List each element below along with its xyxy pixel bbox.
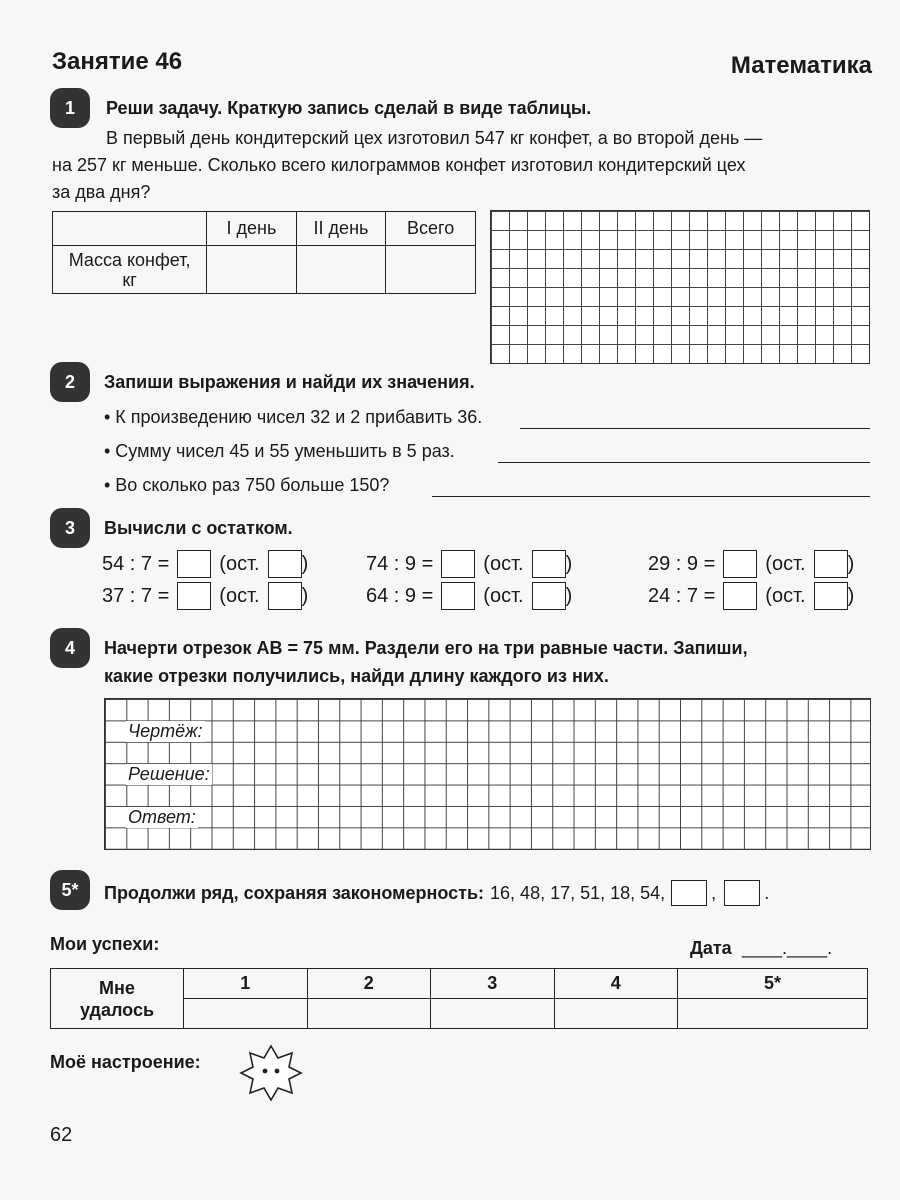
task-3-expr-3-ost: (ост.	[765, 552, 806, 575]
task-2-item-1: • К произведению чисел 32 и 2 прибавить 36.	[104, 407, 483, 427]
task-4-label-solution: Решение:	[128, 764, 210, 784]
task-5-badge: 5*	[50, 870, 90, 910]
task-3-expr-1-text: 54 : 7 =	[102, 552, 170, 575]
success-col-1: 1	[184, 969, 308, 999]
task-1-row-label	[53, 246, 207, 294]
task-2-item-3: • Во сколько раз 750 больше 150?	[104, 475, 390, 495]
success-cell-4[interactable]	[554, 999, 678, 1029]
task-3-expr-1-remainder-box[interactable]	[268, 550, 302, 578]
task-4-drawing-grid[interactable]	[104, 698, 871, 850]
success-row-label	[51, 969, 184, 1029]
task-3-expr-5-remainder-box[interactable]	[532, 582, 566, 610]
task-3-expr-5-text: 64 : 9 =	[366, 584, 434, 607]
success-cell-3[interactable]	[431, 999, 555, 1029]
task-3-heading: Вычисли с остатком.	[104, 518, 293, 538]
task-3-expr-2-close: )	[565, 552, 573, 575]
mood-star-face-icon[interactable]	[238, 1044, 304, 1102]
task-4-badge: 4	[50, 628, 90, 668]
task-1-header-total: Всего	[386, 212, 476, 246]
task-1-text-line3: за два дня?	[52, 182, 151, 202]
task-3-expr-3-close: )	[847, 552, 855, 575]
task-5-next-box-2[interactable]	[724, 880, 760, 906]
task-1-row-label-line2: кг	[122, 269, 137, 290]
success-row-label-line2: удалось	[79, 999, 155, 1020]
task-1-cell-day2[interactable]	[296, 246, 386, 294]
success-cell-2[interactable]	[307, 999, 431, 1029]
task-3-expr-4-text: 37 : 7 =	[102, 584, 170, 607]
task-5-comma: ,	[711, 882, 717, 903]
task-3-expr-1-quotient-box[interactable]	[177, 550, 211, 578]
task-4-label-drawing: Чертёж:	[128, 721, 203, 741]
task-3-expr-3-quotient-box[interactable]	[723, 550, 757, 578]
task-2-answer-line-1[interactable]	[520, 428, 870, 429]
task-3-expr-6-ost: (ост.	[765, 584, 806, 607]
task-2-badge: 2	[50, 362, 90, 402]
task-1-badge: 1	[50, 88, 90, 128]
task-3-expr-4	[102, 582, 308, 610]
task-1-header-day1: I день	[207, 212, 297, 246]
task-3-badge: 3	[50, 508, 90, 548]
task-3-expr-2	[366, 550, 572, 578]
task-3-expr-6-close: )	[847, 584, 855, 607]
mood-label: Моё настроение:	[50, 1052, 201, 1072]
task-3-expr-2-ost: (ост.	[483, 552, 524, 575]
task-3-expr-3-text: 29 : 9 =	[648, 552, 716, 575]
page-number: 62	[50, 1124, 73, 1146]
success-col-5: 5*	[678, 969, 868, 999]
task-4-heading-line2: какие отрезки получились, найди длину каждого из них.	[104, 666, 609, 686]
task-3-expr-6-quotient-box[interactable]	[723, 582, 757, 610]
task-3-expr-4-ost: (ост.	[219, 584, 260, 607]
task-3-expr-5-ost: (ост.	[483, 584, 524, 607]
date-label: Дата	[690, 938, 732, 958]
task-3-expr-1-ost: (ост.	[219, 552, 260, 575]
task-3-expr-4-close: )	[301, 584, 309, 607]
task-3-expr-5	[366, 582, 572, 610]
task-2-answer-line-2[interactable]	[498, 462, 870, 463]
task-3-expr-4-quotient-box[interactable]	[177, 582, 211, 610]
success-cell-5[interactable]	[678, 999, 868, 1029]
task-2-heading: Запиши выражения и найди их значения.	[104, 372, 475, 392]
task-3-expr-5-close: )	[565, 584, 573, 607]
task-3-expr-1-close: )	[301, 552, 309, 575]
subject-title: Математика	[730, 52, 872, 79]
task-2-item-2: • Сумму чисел 45 и 55 уменьшить в 5 раз.	[104, 441, 455, 461]
task-1-table	[52, 211, 476, 294]
task-4-label-answer: Ответ:	[128, 807, 196, 827]
task-5-sequence: 16, 48, 17, 51, 18, 54,	[490, 882, 666, 903]
task-3-expr-4-remainder-box[interactable]	[268, 582, 302, 610]
task-1-text-line2: на 257 кг меньше. Сколько всего килограммов конфет изготовил кондитерский цех	[52, 155, 746, 175]
task-3-expr-5-quotient-box[interactable]	[441, 582, 475, 610]
task-1-text-line1: В первый день кондитерский цех изготовил 547 кг конфет, а во второй день —	[106, 128, 763, 148]
task-3-expr-1	[102, 550, 308, 578]
task-3-expr-3-remainder-box[interactable]	[814, 550, 848, 578]
task-5-heading: Продолжи ряд, сохраняя закономерность:	[104, 882, 485, 903]
task-3-expr-6	[648, 582, 854, 610]
task-1-solution-grid[interactable]	[490, 210, 870, 364]
task-5-next-box-1[interactable]	[671, 880, 707, 906]
success-col-2: 2	[307, 969, 431, 999]
task-1-row-label-line1: Масса конфет,	[68, 249, 191, 270]
task-5-row	[104, 880, 769, 906]
task-2-answer-line-3[interactable]	[432, 496, 870, 497]
date-field[interactable]: ____.____.	[742, 938, 833, 958]
task-4-heading-line1: Начерти отрезок AB = 75 мм. Раздели его на три равные части. Запиши,	[104, 638, 748, 658]
task-1-table-corner	[53, 212, 207, 246]
task-3-expr-6-text: 24 : 7 =	[648, 584, 716, 607]
success-table	[50, 968, 868, 1029]
task-3-expr-2-text: 74 : 9 =	[366, 552, 434, 575]
task-3-expr-3	[648, 550, 854, 578]
lesson-title: Занятие 46	[52, 48, 183, 75]
task-3-expr-2-remainder-box[interactable]	[532, 550, 566, 578]
success-title: Мои успехи:	[50, 934, 160, 954]
task-3-expr-6-remainder-box[interactable]	[814, 582, 848, 610]
success-row-label-line1: Мне	[99, 977, 135, 998]
task-1-cell-day1[interactable]	[207, 246, 297, 294]
task-1-header-day2: II день	[296, 212, 386, 246]
success-col-4: 4	[554, 969, 678, 999]
success-cell-1[interactable]	[184, 999, 308, 1029]
task-1-heading: Реши задачу. Краткую запись сделай в виде таблицы.	[106, 98, 592, 118]
success-col-3: 3	[431, 969, 555, 999]
task-1-cell-total[interactable]	[386, 246, 476, 294]
task-5-period: .	[764, 882, 770, 903]
task-3-expr-2-quotient-box[interactable]	[441, 550, 475, 578]
